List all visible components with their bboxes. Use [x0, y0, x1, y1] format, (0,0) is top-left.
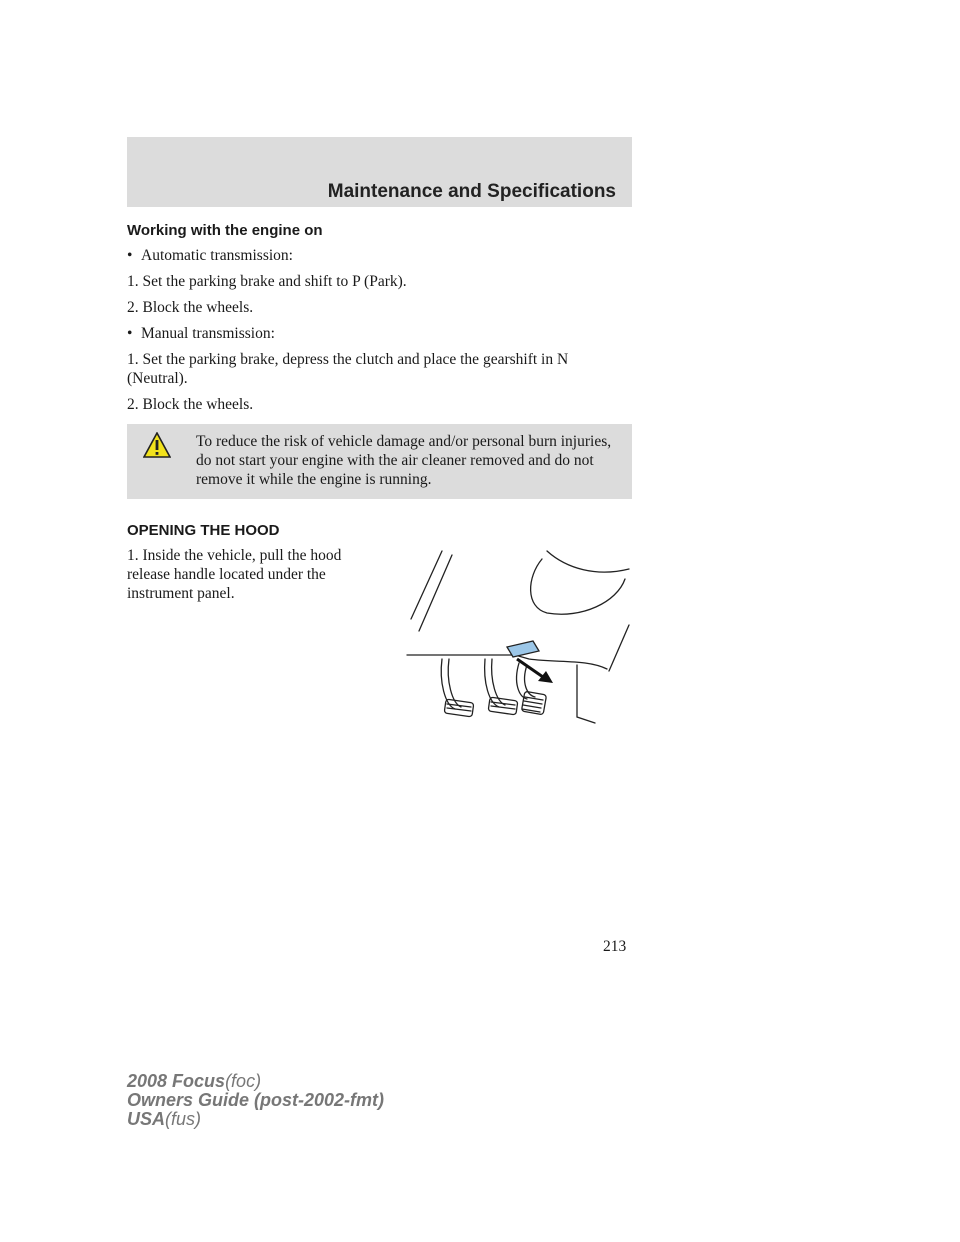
manual-step-1: 1. Set the parking brake, depress the clutch and place the gearshift in N (Neutral).: [127, 351, 569, 387]
section-header-band: [127, 137, 632, 207]
footer-line-3: USA(fus): [127, 1109, 202, 1129]
hood-heading: OPENING THE HOOD: [127, 522, 280, 539]
footer-line-2: Owners Guide (post-2002-fmt): [127, 1090, 385, 1110]
hood-release-illustration: [397, 547, 637, 727]
page-content: [127, 221, 632, 610]
engine-on-heading: Working with the engine on: [127, 222, 323, 239]
warning-box: [127, 424, 632, 499]
footer-line-1: 2008 Focus(foc): [127, 1071, 262, 1091]
warning-triangle-icon: [143, 432, 171, 458]
manual-step-2: 2. Block the wheels.: [127, 396, 254, 413]
bullet-automatic: • Automatic transmission:: [127, 247, 293, 264]
warning-text: To reduce the risk of vehicle damage and/or personal burn injuries, do not start your engine with the air cleaner removed and do not remove it while the engine is running.: [196, 433, 612, 488]
bullet-icon: •: [127, 325, 133, 342]
hood-step-1: 1. Inside the vehicle, pull the hood release handle located under the instrument panel.: [127, 547, 342, 602]
bullet-manual: • Manual transmission:: [127, 325, 275, 342]
hood-section: [127, 521, 632, 603]
page-number: 213: [603, 938, 627, 955]
auto-step-2: 2. Block the wheels.: [127, 299, 254, 316]
auto-step-1: 1. Set the parking brake and shift to P (Park).: [127, 273, 407, 290]
bullet-icon: •: [127, 247, 133, 264]
section-title: Maintenance and Specifications: [327, 181, 616, 202]
document-footer: [127, 1072, 384, 1129]
